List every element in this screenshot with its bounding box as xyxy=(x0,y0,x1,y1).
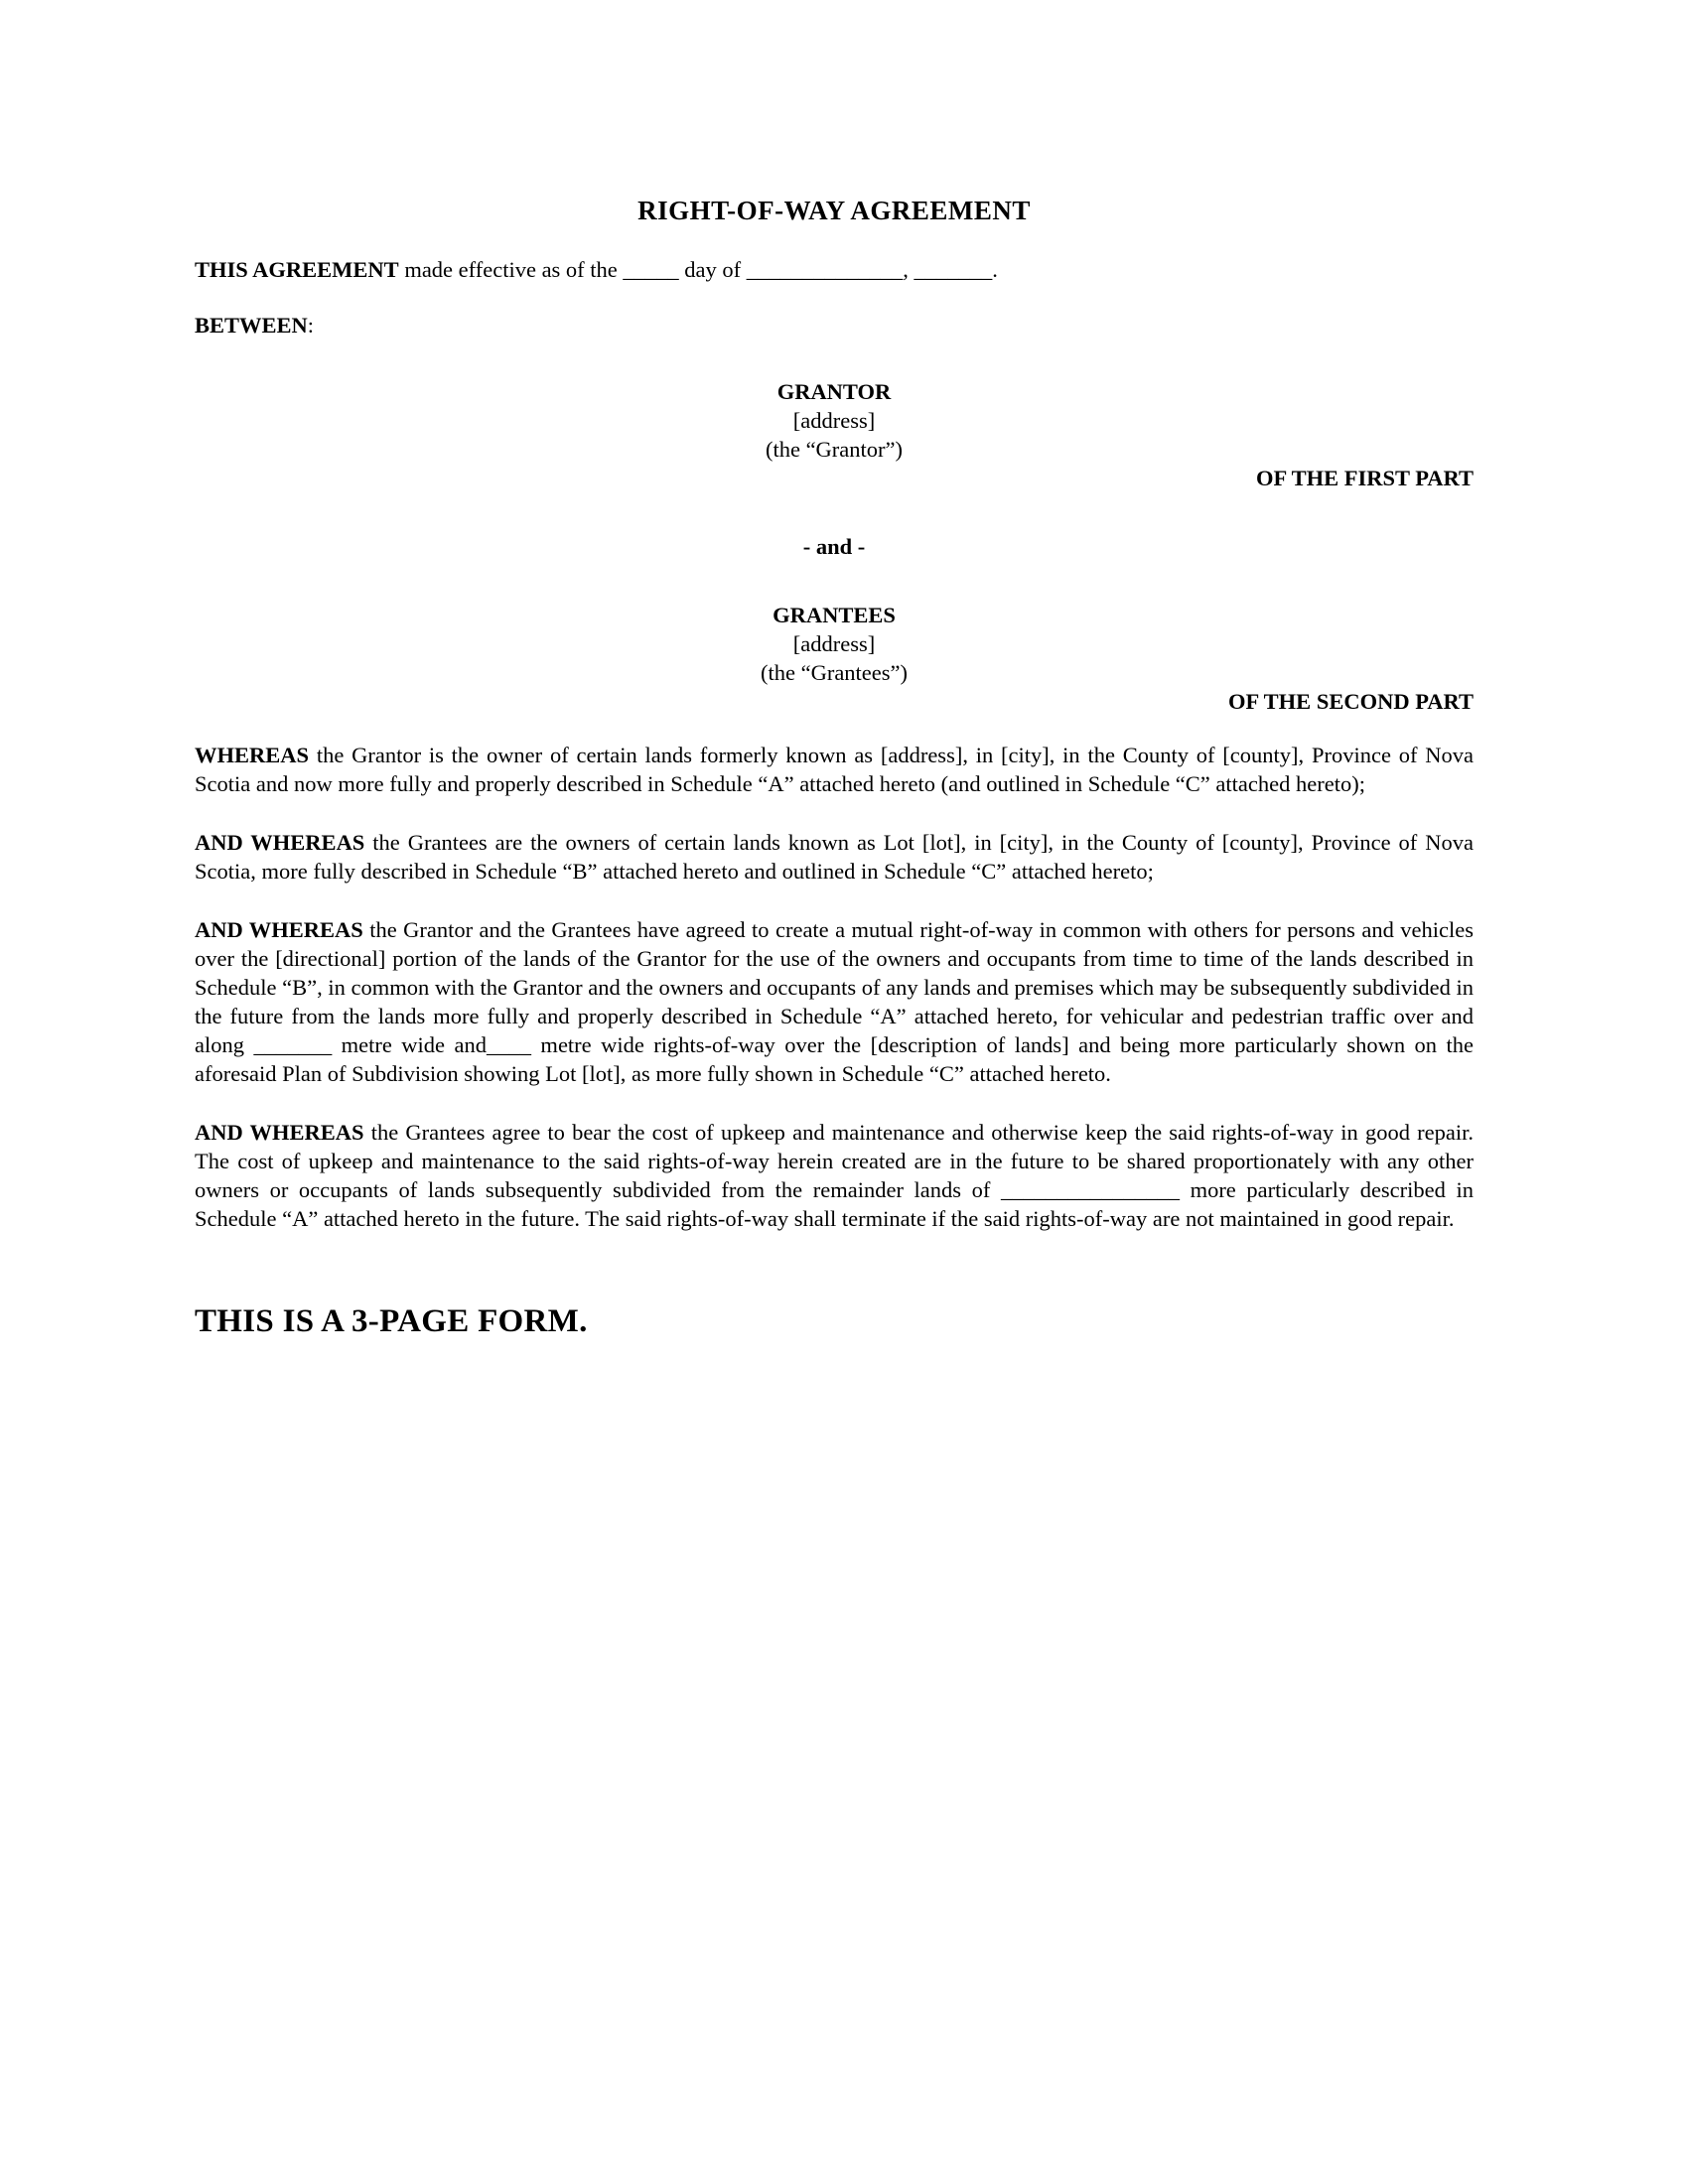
recital-text: the Grantees agree to bear the cost of upkeep and maintenance and otherwise keep the said rights-of-way in good repair. The cost of upkeep and maintenance to the said rights-of-way herein created are in the future to be shared proportionately with any other owners or occupants of lands subsequently subdivided from the remainder lands of ________________ more particularly described in Schedule “A” attached hereto in the future. The said rights-of-way shall terminate if the said rights-of-way are not maintained in good repair. xyxy=(195,1120,1474,1231)
recital-lead: AND WHEREAS xyxy=(195,1120,364,1145)
recital-text: the Grantor is the owner of certain lands formerly known as [address], in [city], in the County of [county], Province of Nova Scotia and now more fully and properly described in Schedule “A” attached hereto (and outlined in Schedule “C” attached hereto); xyxy=(195,743,1474,796)
intro-lead: THIS AGREEMENT xyxy=(195,257,399,282)
document-title: RIGHT-OF-WAY AGREEMENT xyxy=(637,196,1031,225)
intro-text: made effective as of the _____ day of ______________, _______. xyxy=(398,257,998,282)
recital-paragraph-1 xyxy=(195,741,1474,798)
intro-paragraph xyxy=(195,255,1474,284)
grantees-alias: (the “Grantees”) xyxy=(760,660,909,685)
first-part-designation: OF THE FIRST PART xyxy=(1255,466,1474,490)
recital-lead: AND WHEREAS xyxy=(195,830,365,855)
grantor-alias: (the “Grantor”) xyxy=(765,437,904,462)
second-part-designation: OF THE SECOND PART xyxy=(1228,689,1474,714)
recital-text: the Grantor and the Grantees have agreed to create a mutual right-of-way in common with others for persons and vehicles over the [directional] portion of the lands of the Grantor for the use of the owners and occupants from time to time of the lands described in Schedule “B”, in common with the Grantor and the owners and occupants of any lands and premises which may be subsequently subdivided in the future from the lands more fully and properly described in Schedule “A” attached hereto, for vehicular and pedestrian traffic over and along _______ metre wide and____ metre wide rights-of-way over the [description of lands] and being more particularly shown on the aforesaid Plan of Subdivision showing Lot [lot], as more fully shown in Schedule “C” attached hereto. xyxy=(195,917,1474,1086)
between-line xyxy=(195,311,1474,340)
grantees-block xyxy=(195,601,1474,687)
recital-paragraph-4 xyxy=(195,1118,1474,1233)
and-separator: - and - xyxy=(802,534,866,559)
recital-lead: AND WHEREAS xyxy=(195,917,363,942)
page-form-note: THIS IS A 3-PAGE FORM. xyxy=(195,1303,588,1339)
grantor-block xyxy=(195,377,1474,464)
grantor-name: GRANTOR xyxy=(776,379,892,404)
recital-paragraph-3 xyxy=(195,915,1474,1088)
recital-text: the Grantees are the owners of certain lands known as Lot [lot], in [city], in the County of [county], Province of Nova Scotia, more fully described in Schedule “B” attached hereto and outlined in Schedule “C” attached hereto; xyxy=(195,830,1474,884)
grantees-name: GRANTEES xyxy=(773,603,896,627)
recital-paragraph-2 xyxy=(195,828,1474,886)
recital-lead: WHEREAS xyxy=(195,743,310,767)
between-colon: : xyxy=(307,313,315,338)
between-label: BETWEEN xyxy=(195,313,308,338)
grantor-address: [address] xyxy=(792,408,876,433)
grantees-address: [address] xyxy=(792,631,876,656)
